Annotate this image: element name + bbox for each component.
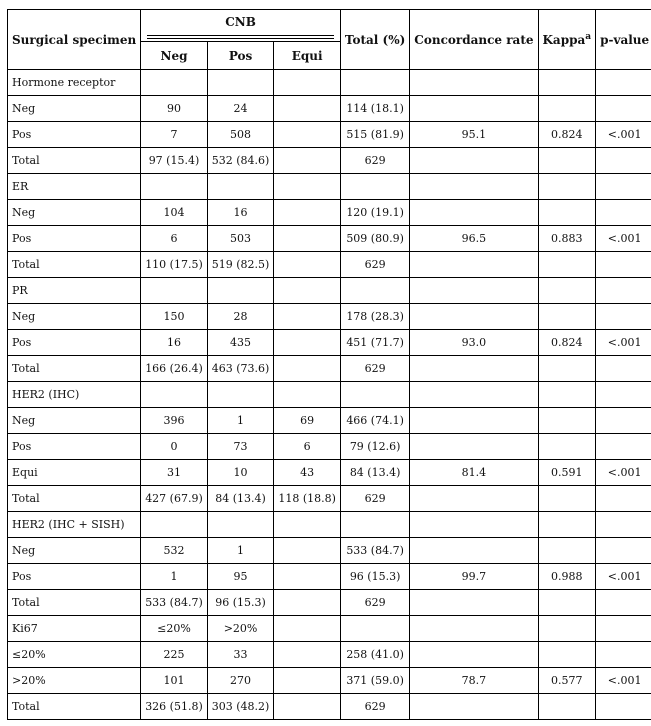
total-cell: 629 xyxy=(340,252,409,278)
kappa-cell xyxy=(538,200,596,226)
pvalue-cell xyxy=(596,252,651,278)
total-cell xyxy=(340,616,409,642)
kappa-cell: 0.824 xyxy=(538,122,596,148)
table-row xyxy=(8,538,651,564)
cnb-neg-cell: 90 xyxy=(141,96,208,122)
pvalue-cell xyxy=(596,278,651,304)
pvalue-cell xyxy=(596,408,651,434)
concordance-cell xyxy=(410,694,538,720)
kappa-header xyxy=(538,10,596,70)
concordance-cell: 81.4 xyxy=(410,460,538,486)
pvalue-cell xyxy=(596,694,651,720)
concordance-cell xyxy=(410,382,538,408)
cnb-header-label: CNB xyxy=(225,15,256,29)
table-row xyxy=(8,486,651,512)
cnb-equi-cell xyxy=(274,278,341,304)
row-label: Neg xyxy=(8,538,141,564)
concordance-cell: 78.7 xyxy=(410,668,538,694)
cnb-equi-cell xyxy=(274,694,341,720)
cnb-pos-cell: 503 xyxy=(207,226,274,252)
row-label: Equi xyxy=(8,460,141,486)
cnb-pos-cell: 84 (13.4) xyxy=(207,486,274,512)
cnb-neg-cell: 1 xyxy=(141,564,208,590)
total-cell xyxy=(340,512,409,538)
cnb-pos-cell: 463 (73.6) xyxy=(207,356,274,382)
cnb-pos-cell: 33 xyxy=(207,642,274,668)
kappa-cell xyxy=(538,278,596,304)
cnb-equi-cell: 118 (18.8) xyxy=(274,486,341,512)
table-row xyxy=(8,96,651,122)
cnb-equi-cell xyxy=(274,304,341,330)
row-label: HER2 (IHC) xyxy=(8,382,141,408)
concordance-cell xyxy=(410,96,538,122)
pvalue-cell: <.001 xyxy=(596,668,651,694)
cnb-equi-header: Equi xyxy=(274,42,341,70)
row-label: >20% xyxy=(8,668,141,694)
cnb-equi-cell xyxy=(274,564,341,590)
table-row xyxy=(8,564,651,590)
cnb-neg-cell: 7 xyxy=(141,122,208,148)
row-label: Total xyxy=(8,252,141,278)
cnb-neg-cell: 97 (15.4) xyxy=(141,148,208,174)
kappa-cell xyxy=(538,382,596,408)
row-label: Total xyxy=(8,148,141,174)
total-cell: 96 (15.3) xyxy=(340,564,409,590)
row-label: Neg xyxy=(8,408,141,434)
cnb-pos-cell: 73 xyxy=(207,434,274,460)
pvalue-cell xyxy=(596,304,651,330)
row-label: PR xyxy=(8,278,141,304)
kappa-label: Kappa xyxy=(542,33,586,47)
cnb-neg-cell: 104 xyxy=(141,200,208,226)
cnb-equi-cell xyxy=(274,538,341,564)
pvalue-cell xyxy=(596,434,651,460)
cnb-equi-cell xyxy=(274,616,341,642)
cnb-neg-cell: 101 xyxy=(141,668,208,694)
total-cell: 629 xyxy=(340,486,409,512)
surgical-specimen-header: Surgical specimen xyxy=(8,10,141,70)
header-row-top xyxy=(8,10,651,42)
cnb-pos-cell: 508 xyxy=(207,122,274,148)
total-cell: 466 (74.1) xyxy=(340,408,409,434)
cnb-neg-cell: 16 xyxy=(141,330,208,356)
concordance-cell xyxy=(410,512,538,538)
concordance-cell xyxy=(410,148,538,174)
concordance-cell xyxy=(410,642,538,668)
cnb-pos-cell: 435 xyxy=(207,330,274,356)
total-cell: 114 (18.1) xyxy=(340,96,409,122)
kappa-cell xyxy=(538,642,596,668)
concordance-cell xyxy=(410,70,538,96)
concordance-cell xyxy=(410,278,538,304)
total-cell: 178 (28.3) xyxy=(340,304,409,330)
concordance-cell xyxy=(410,174,538,200)
cnb-equi-cell xyxy=(274,226,341,252)
cnb-equi-cell xyxy=(274,70,341,96)
cnb-neg-cell: 110 (17.5) xyxy=(141,252,208,278)
row-label: Total xyxy=(8,356,141,382)
table-row xyxy=(8,408,651,434)
total-cell: 79 (12.6) xyxy=(340,434,409,460)
kappa-cell xyxy=(538,408,596,434)
pvalue-cell xyxy=(596,70,651,96)
pvalue-header: p-value xyxy=(596,10,651,70)
table-row xyxy=(8,226,651,252)
pvalue-cell: <.001 xyxy=(596,122,651,148)
total-header: Total (%) xyxy=(340,10,409,70)
cnb-equi-cell xyxy=(274,590,341,616)
row-label: Neg xyxy=(8,304,141,330)
cnb-neg-cell: 326 (51.8) xyxy=(141,694,208,720)
cnb-equi-cell: 6 xyxy=(274,434,341,460)
pvalue-cell xyxy=(596,148,651,174)
row-label: ER xyxy=(8,174,141,200)
cnb-equi-cell xyxy=(274,382,341,408)
table-row xyxy=(8,252,651,278)
table-row xyxy=(8,434,651,460)
cnb-pos-cell xyxy=(207,278,274,304)
total-cell: 509 (80.9) xyxy=(340,226,409,252)
cnb-pos-cell: 270 xyxy=(207,668,274,694)
kappa-cell: 0.824 xyxy=(538,330,596,356)
row-label: Neg xyxy=(8,200,141,226)
pvalue-cell xyxy=(596,538,651,564)
kappa-cell xyxy=(538,616,596,642)
cnb-neg-cell xyxy=(141,278,208,304)
cnb-equi-cell xyxy=(274,200,341,226)
pvalue-cell xyxy=(596,512,651,538)
kappa-cell xyxy=(538,174,596,200)
row-label: Total xyxy=(8,486,141,512)
cnb-neg-cell xyxy=(141,70,208,96)
concordance-cell xyxy=(410,486,538,512)
kappa-cell xyxy=(538,538,596,564)
concordance-cell xyxy=(410,304,538,330)
table-row xyxy=(8,382,651,408)
cnb-neg-header: Neg xyxy=(141,42,208,70)
cnb-neg-cell: 532 xyxy=(141,538,208,564)
pvalue-cell xyxy=(596,382,651,408)
kappa-cell xyxy=(538,512,596,538)
kappa-cell xyxy=(538,356,596,382)
kappa-cell xyxy=(538,694,596,720)
cnb-equi-cell xyxy=(274,96,341,122)
concordance-cell: 99.7 xyxy=(410,564,538,590)
cnb-equi-cell xyxy=(274,148,341,174)
table-row xyxy=(8,122,651,148)
row-label: Ki67 xyxy=(8,616,141,642)
cnb-pos-cell xyxy=(207,382,274,408)
total-cell: 84 (13.4) xyxy=(340,460,409,486)
row-label: ≤20% xyxy=(8,642,141,668)
cnb-neg-cell: 533 (84.7) xyxy=(141,590,208,616)
table-row xyxy=(8,330,651,356)
concordance-header: Concordance rate xyxy=(410,10,538,70)
cnb-neg-cell: 6 xyxy=(141,226,208,252)
table-row xyxy=(8,694,651,720)
cnb-pos-cell: 16 xyxy=(207,200,274,226)
cnb-pos-cell: >20% xyxy=(207,616,274,642)
cnb-underline-second xyxy=(147,38,334,39)
cnb-pos-header: Pos xyxy=(207,42,274,70)
cnb-neg-cell: 0 xyxy=(141,434,208,460)
kappa-cell xyxy=(538,252,596,278)
cnb-equi-cell xyxy=(274,330,341,356)
total-cell: 629 xyxy=(340,694,409,720)
pvalue-cell xyxy=(596,616,651,642)
cnb-neg-cell: 427 (67.9) xyxy=(141,486,208,512)
cnb-underline xyxy=(147,35,334,36)
table-row xyxy=(8,642,651,668)
total-cell: 120 (19.1) xyxy=(340,200,409,226)
cnb-pos-cell: 532 (84.6) xyxy=(207,148,274,174)
cnb-pos-cell: 1 xyxy=(207,538,274,564)
total-cell: 629 xyxy=(340,356,409,382)
pvalue-cell: <.001 xyxy=(596,460,651,486)
table-row xyxy=(8,460,651,486)
cnb-pos-cell: 10 xyxy=(207,460,274,486)
concordance-cell xyxy=(410,616,538,642)
table-body xyxy=(8,70,651,720)
table-row xyxy=(8,70,651,96)
cnb-pos-cell: 1 xyxy=(207,408,274,434)
table-row xyxy=(8,512,651,538)
total-cell xyxy=(340,278,409,304)
table-row xyxy=(8,590,651,616)
cnb-neg-cell: 150 xyxy=(141,304,208,330)
cnb-pos-cell: 303 (48.2) xyxy=(207,694,274,720)
pvalue-cell xyxy=(596,96,651,122)
cnb-equi-cell xyxy=(274,174,341,200)
kappa-cell xyxy=(538,434,596,460)
cnb-neg-cell: ≤20% xyxy=(141,616,208,642)
cnb-pos-cell xyxy=(207,70,274,96)
table-row xyxy=(8,174,651,200)
cnb-equi-cell xyxy=(274,512,341,538)
table-row xyxy=(8,278,651,304)
row-label: Pos xyxy=(8,434,141,460)
pvalue-cell xyxy=(596,486,651,512)
total-cell: 258 (41.0) xyxy=(340,642,409,668)
kappa-cell xyxy=(538,486,596,512)
table-row xyxy=(8,148,651,174)
total-cell: 371 (59.0) xyxy=(340,668,409,694)
cnb-equi-cell xyxy=(274,122,341,148)
pvalue-cell xyxy=(596,642,651,668)
concordance-cell xyxy=(410,408,538,434)
total-cell xyxy=(340,70,409,96)
row-label: Pos xyxy=(8,226,141,252)
kappa-cell: 0.883 xyxy=(538,226,596,252)
cnb-neg-cell: 396 xyxy=(141,408,208,434)
cnb-neg-cell: 166 (26.4) xyxy=(141,356,208,382)
pvalue-cell xyxy=(596,174,651,200)
kappa-cell xyxy=(538,590,596,616)
cnb-pos-cell: 28 xyxy=(207,304,274,330)
row-label: Hormone receptor xyxy=(8,70,141,96)
cnb-equi-cell: 69 xyxy=(274,408,341,434)
row-label: Pos xyxy=(8,330,141,356)
cnb-equi-cell xyxy=(274,668,341,694)
cnb-neg-cell xyxy=(141,174,208,200)
total-cell: 451 (71.7) xyxy=(340,330,409,356)
kappa-cell: 0.577 xyxy=(538,668,596,694)
cnb-equi-cell xyxy=(274,642,341,668)
table-row xyxy=(8,616,651,642)
pvalue-cell xyxy=(596,200,651,226)
kappa-cell: 0.591 xyxy=(538,460,596,486)
kappa-cell xyxy=(538,304,596,330)
cnb-pos-cell: 95 xyxy=(207,564,274,590)
table-row xyxy=(8,200,651,226)
row-label: Total xyxy=(8,694,141,720)
pvalue-cell xyxy=(596,590,651,616)
cnb-neg-cell: 225 xyxy=(141,642,208,668)
concordance-cell: 93.0 xyxy=(410,330,538,356)
table-row xyxy=(8,356,651,382)
cnb-pos-cell xyxy=(207,512,274,538)
pvalue-cell: <.001 xyxy=(596,564,651,590)
concordance-cell xyxy=(410,356,538,382)
cnb-neg-cell xyxy=(141,382,208,408)
cnb-neg-cell xyxy=(141,512,208,538)
table-row xyxy=(8,304,651,330)
cnb-pos-cell: 519 (82.5) xyxy=(207,252,274,278)
kappa-footnote-marker: a xyxy=(585,32,592,42)
concordance-table xyxy=(7,9,651,720)
cnb-neg-cell: 31 xyxy=(141,460,208,486)
total-cell xyxy=(340,174,409,200)
cnb-pos-cell xyxy=(207,174,274,200)
total-cell xyxy=(340,382,409,408)
concordance-cell xyxy=(410,200,538,226)
concordance-cell xyxy=(410,590,538,616)
kappa-cell xyxy=(538,70,596,96)
row-label: Total xyxy=(8,590,141,616)
kappa-cell xyxy=(538,148,596,174)
pvalue-cell: <.001 xyxy=(596,226,651,252)
row-label: Pos xyxy=(8,122,141,148)
table-row xyxy=(8,668,651,694)
concordance-cell xyxy=(410,538,538,564)
kappa-cell: 0.988 xyxy=(538,564,596,590)
concordance-cell xyxy=(410,434,538,460)
total-cell: 533 (84.7) xyxy=(340,538,409,564)
cnb-equi-cell: 43 xyxy=(274,460,341,486)
total-cell: 629 xyxy=(340,590,409,616)
cnb-pos-cell: 96 (15.3) xyxy=(207,590,274,616)
concordance-cell: 95.1 xyxy=(410,122,538,148)
cnb-equi-cell xyxy=(274,252,341,278)
row-label: Neg xyxy=(8,96,141,122)
row-label: HER2 (IHC + SISH) xyxy=(8,512,141,538)
concordance-cell xyxy=(410,252,538,278)
pvalue-cell: <.001 xyxy=(596,330,651,356)
row-label: Pos xyxy=(8,564,141,590)
cnb-pos-cell: 24 xyxy=(207,96,274,122)
total-cell: 629 xyxy=(340,148,409,174)
concordance-cell: 96.5 xyxy=(410,226,538,252)
pvalue-cell xyxy=(596,356,651,382)
kappa-cell xyxy=(538,96,596,122)
cnb-equi-cell xyxy=(274,356,341,382)
cnb-header xyxy=(141,10,341,42)
total-cell: 515 (81.9) xyxy=(340,122,409,148)
